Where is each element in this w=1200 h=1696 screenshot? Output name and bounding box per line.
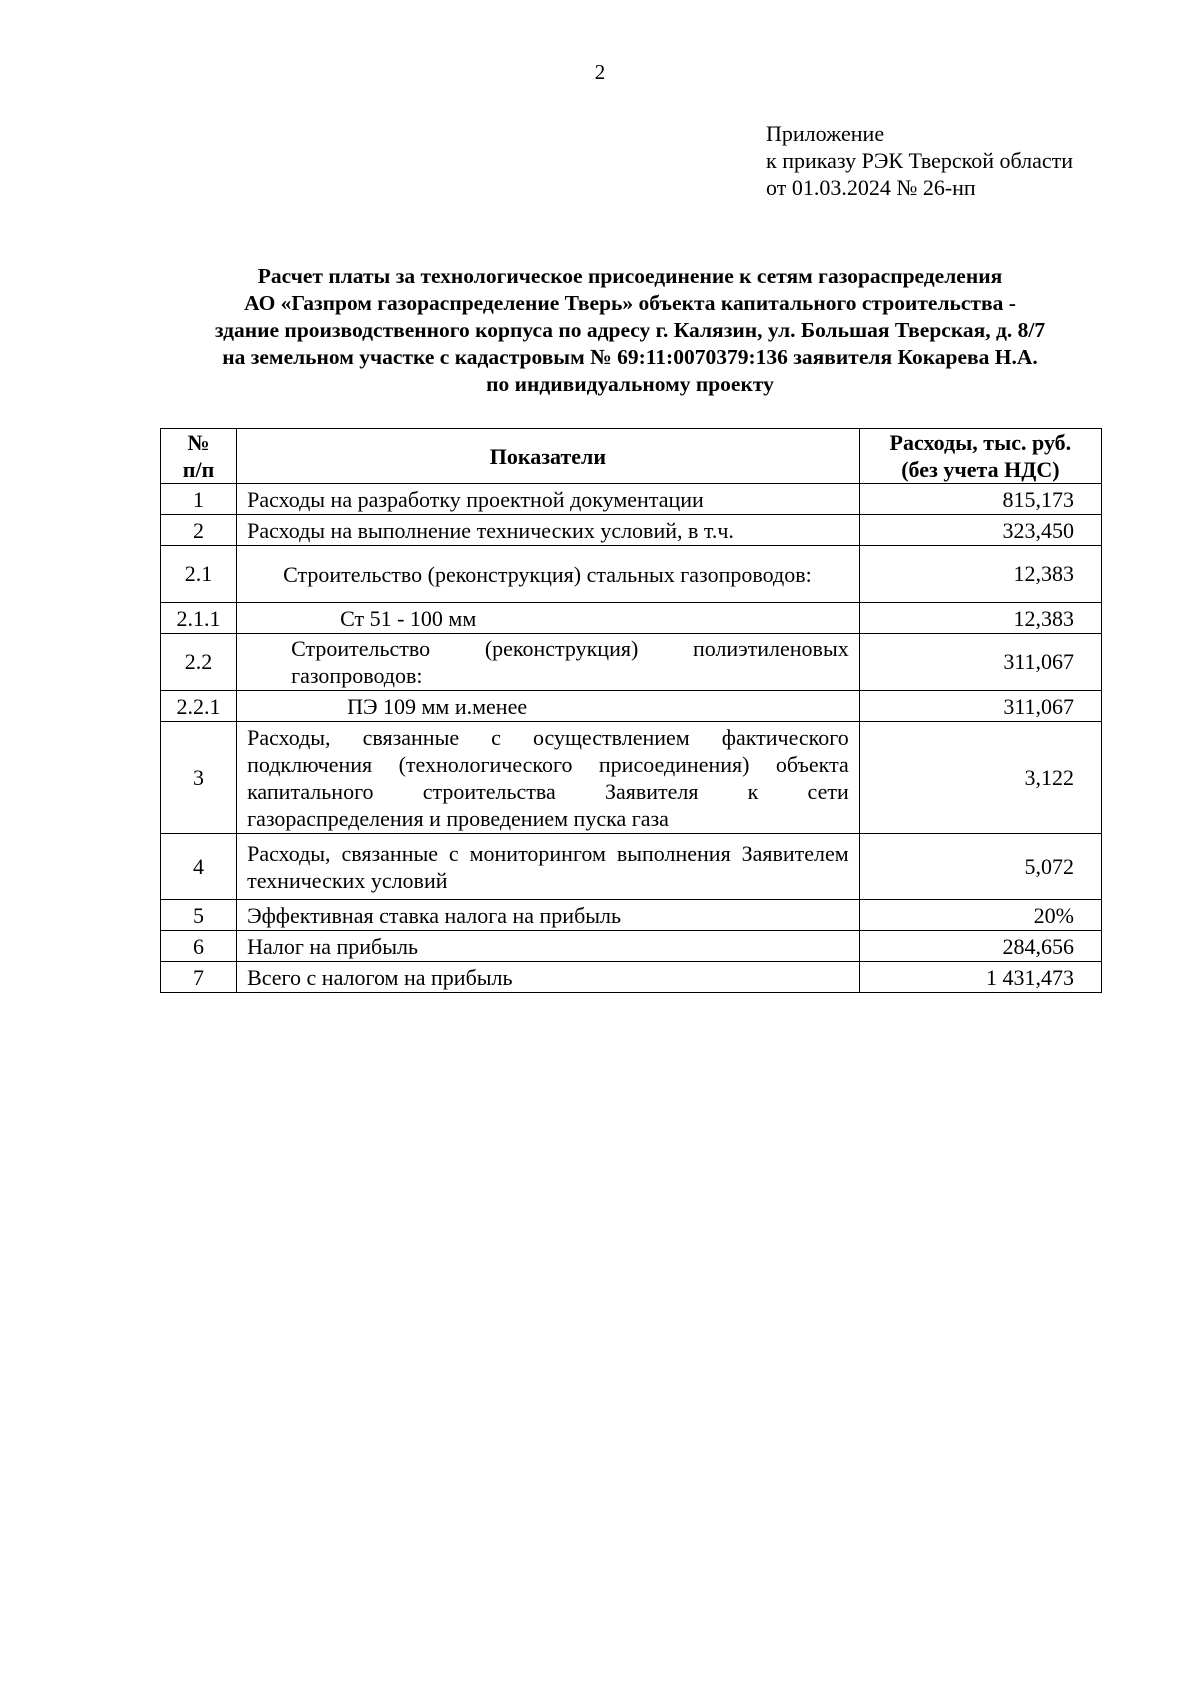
title-line-2: АО «Газпром газораспределение Тверь» объекта капитального строительства - [244, 291, 1016, 315]
row-number: 7 [161, 962, 237, 993]
row-number: 4 [161, 834, 237, 900]
row-number: 2.1.1 [161, 603, 237, 634]
row-number: 2 [161, 515, 237, 546]
title-line-1: Расчет платы за технологическое присоединение к сетям газораспределения [257, 264, 1003, 288]
row-number: 6 [161, 931, 237, 962]
header-number-line-1: № [187, 430, 210, 455]
header-expenses [859, 429, 1101, 484]
appendix-reference [766, 120, 1073, 201]
table-row [161, 484, 1102, 515]
header-expenses-line-1: Расходы, тыс. руб. [889, 430, 1072, 455]
row-number: 5 [161, 900, 237, 931]
row-indicator: Расходы на выполнение технических условий, в т.ч. [237, 515, 860, 546]
row-indicator: Строительство (реконструкция) стальных газопроводов: [237, 546, 860, 603]
row-number: 1 [161, 484, 237, 515]
row-value: 1 431,473 [859, 962, 1101, 993]
table-row [161, 900, 1102, 931]
table-row [161, 546, 1102, 603]
row-value: 311,067 [859, 691, 1101, 722]
table-row [161, 603, 1102, 634]
row-indicator: Расходы на разработку проектной документации [237, 484, 860, 515]
header-indicator: Показатели [237, 429, 860, 484]
row-indicator: Строительство (реконструкция) полиэтиленовых газопроводов: [237, 634, 860, 691]
row-indicator: Расходы, связанные с осуществлением фактического подключения (технологического присоединения) объекта капитального строительства Заявителя к сети газораспределения и проведением пуска газа [237, 722, 860, 834]
row-value: 5,072 [859, 834, 1101, 900]
header-number-line-2: п/п [182, 457, 215, 482]
row-value: 20% [859, 900, 1101, 931]
title-line-3: здание производственного корпуса по адресу г. Калязин, ул. Большая Тверская, д. 8/7 [214, 318, 1046, 342]
table-row [161, 931, 1102, 962]
cost-table [160, 428, 1102, 993]
row-value: 323,450 [859, 515, 1101, 546]
table-row [161, 634, 1102, 691]
table-row [161, 691, 1102, 722]
row-value: 12,383 [859, 603, 1101, 634]
table-row [161, 834, 1102, 900]
row-indicator: Ст 51 - 100 мм [237, 603, 860, 634]
appendix-line-2: к приказу РЭК Тверской области [766, 148, 1074, 173]
row-value: 815,173 [859, 484, 1101, 515]
appendix-line-1: Приложение [766, 121, 885, 146]
row-indicator: Эффективная ставка налога на прибыль [237, 900, 860, 931]
table-row [161, 722, 1102, 834]
row-value: 284,656 [859, 931, 1101, 962]
page-number: 2 [594, 60, 606, 84]
row-indicator: Налог на прибыль [237, 931, 860, 962]
table-row [161, 515, 1102, 546]
appendix-line-3: от 01.03.2024 № 26-нп [766, 175, 976, 200]
table-header-row [161, 429, 1102, 484]
row-indicator: Расходы, связанные с мониторингом выполнения Заявителем технических условий [237, 834, 860, 900]
row-indicator: Всего с налогом на прибыль [237, 962, 860, 993]
header-number [161, 429, 237, 484]
row-value: 12,383 [859, 546, 1101, 603]
row-number: 2.2.1 [161, 691, 237, 722]
title-line-4: на земельном участке с кадастровым № 69:11:0070379:136 заявителя Кокарева Н.А. [222, 345, 1038, 369]
row-number: 2.1 [161, 546, 237, 603]
title-line-5: по индивидуальному проекту [486, 372, 774, 396]
row-number: 3 [161, 722, 237, 834]
row-value: 3,122 [859, 722, 1101, 834]
row-indicator: ПЭ 109 мм и.менее [237, 691, 860, 722]
table-row [161, 962, 1102, 993]
header-expenses-line-2: (без учета НДС) [901, 457, 1060, 482]
row-number: 2.2 [161, 634, 237, 691]
document-title [140, 263, 1120, 398]
row-value: 311,067 [859, 634, 1101, 691]
